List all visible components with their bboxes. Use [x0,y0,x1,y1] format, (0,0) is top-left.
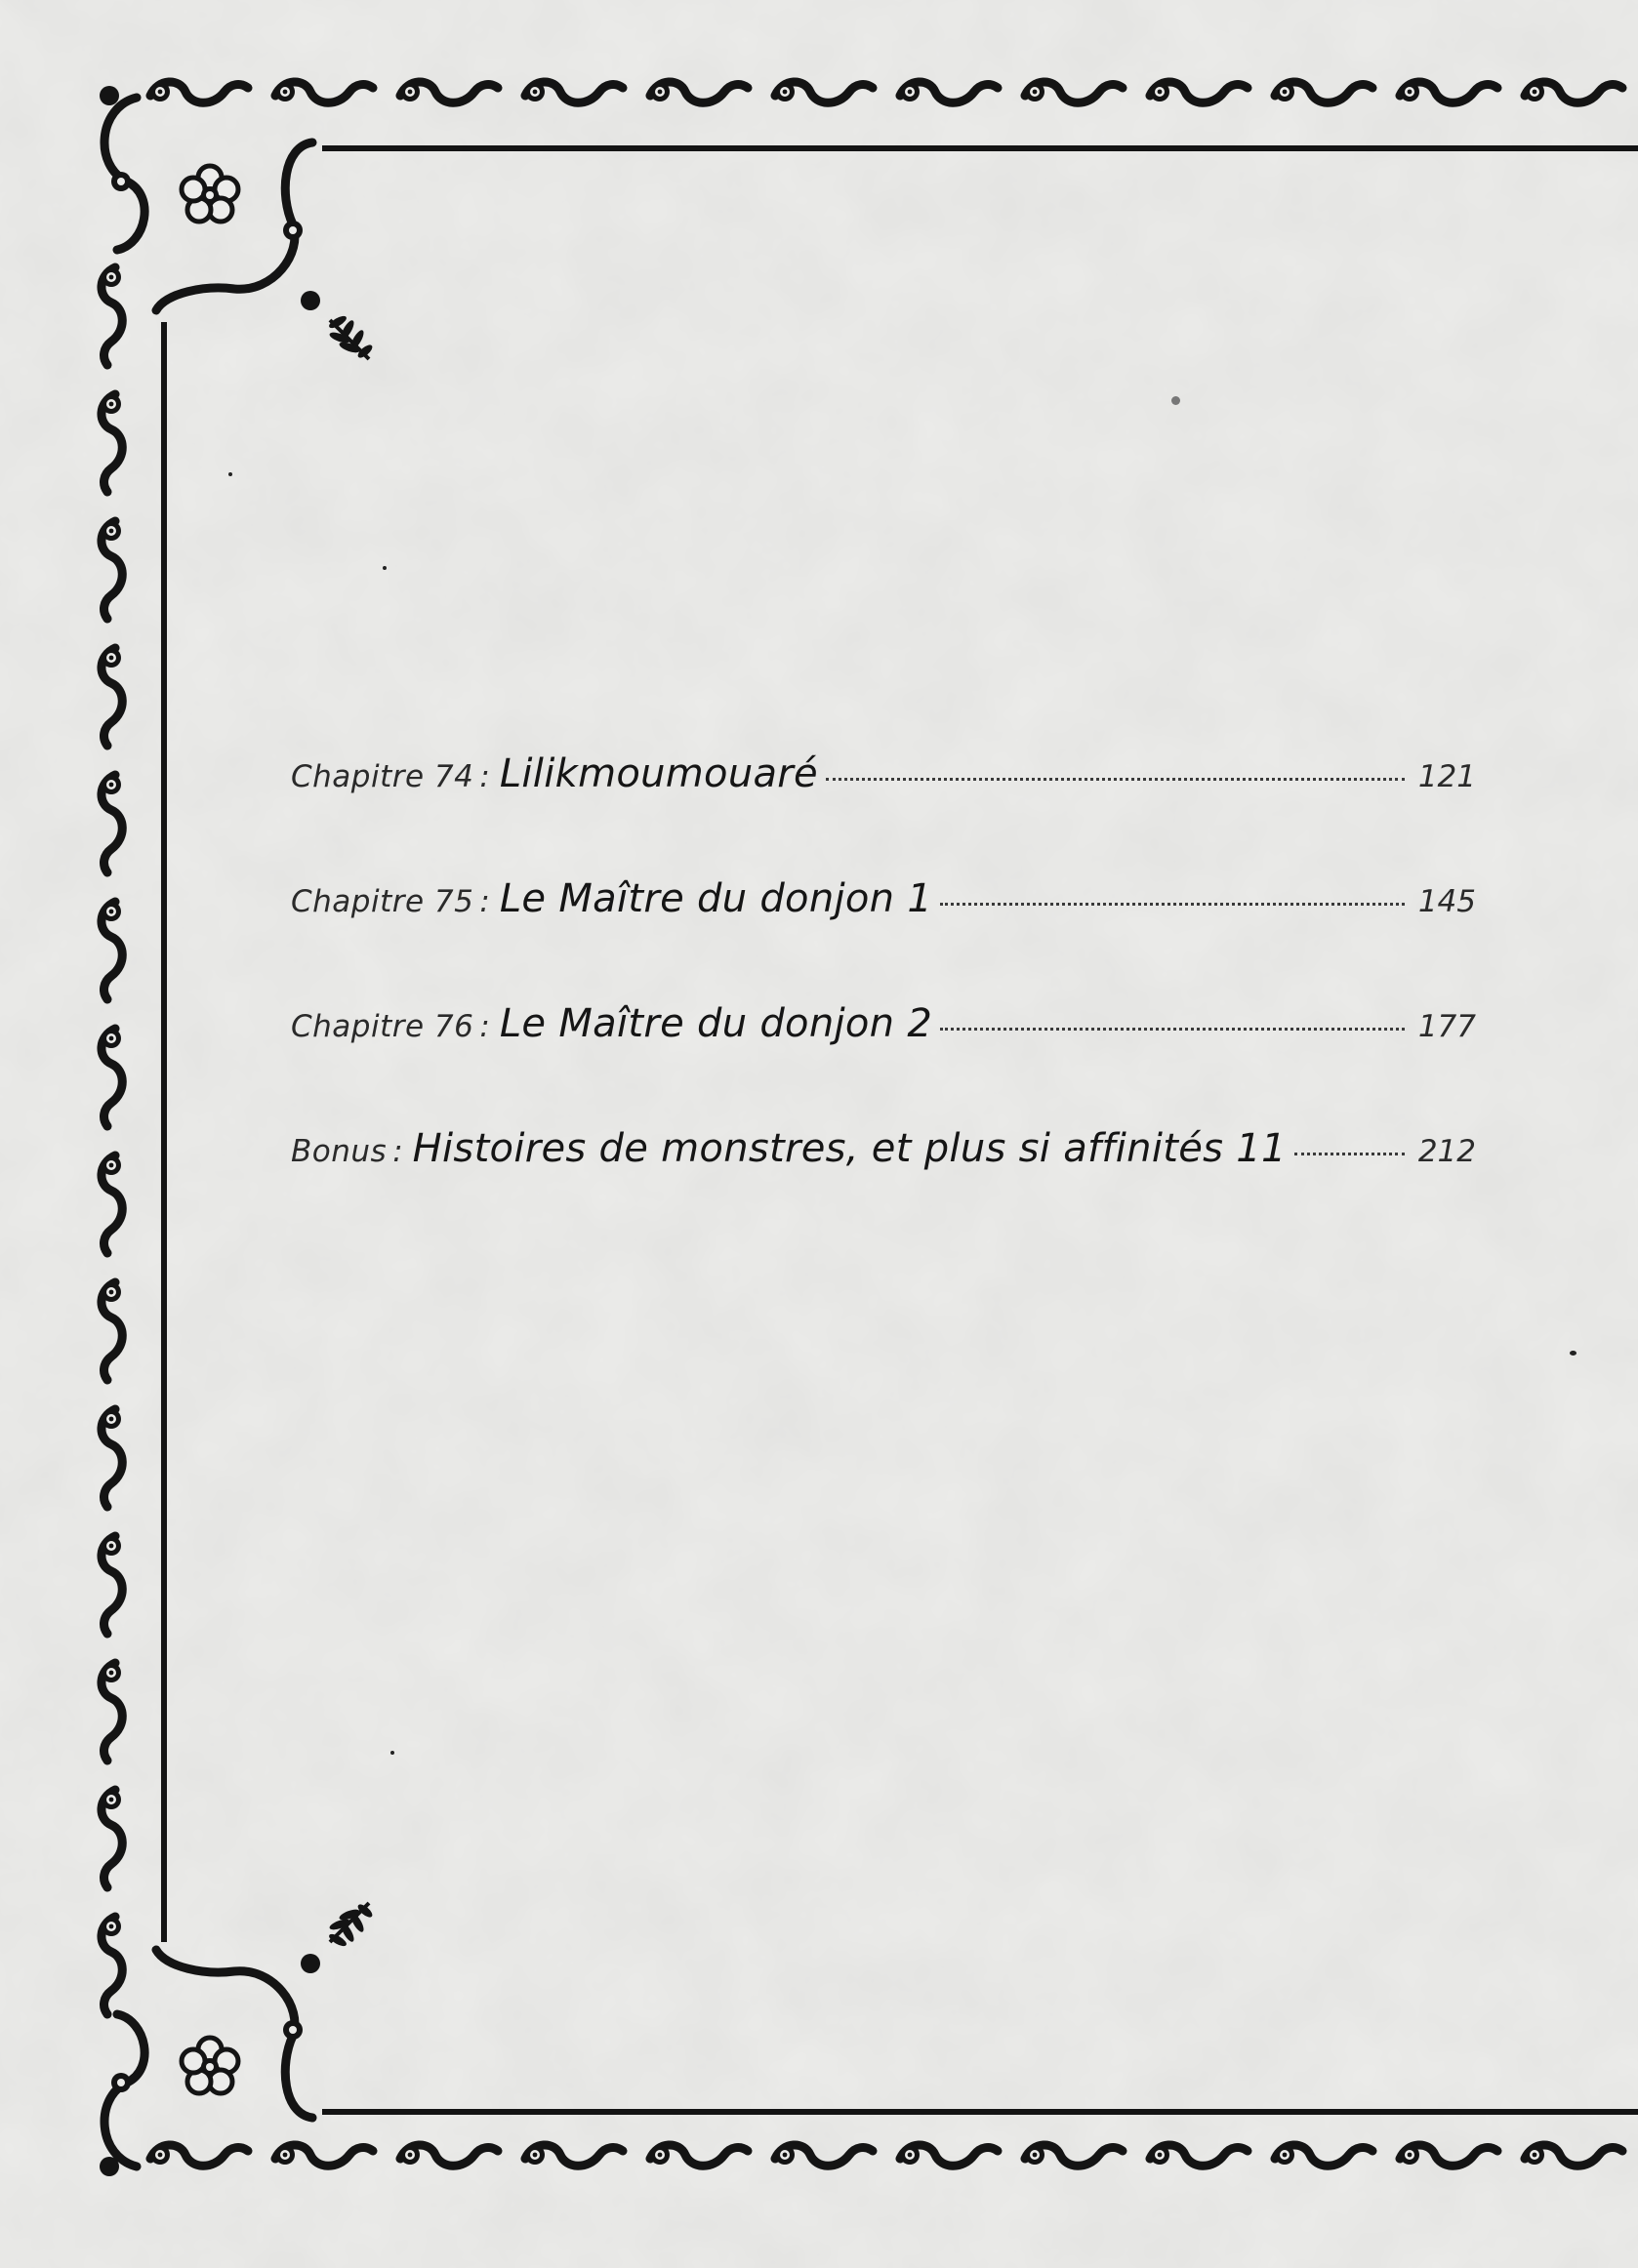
toc-entry-title: Lilikmoumouaré [499,751,818,796]
toc-entry-prefix: Chapitre 74 [291,759,474,794]
flower-icon [182,166,238,222]
toc-dot-leader [826,778,1405,781]
toc-entry-page: 212 [1417,1134,1476,1169]
toc-entry-title: Histoires de monstres, et plus si affinités 11 [412,1126,1287,1171]
ink-speck [383,566,387,570]
ink-speck [1171,396,1180,405]
toc-entry-prefix: Bonus [291,1134,388,1169]
toc-entry-title: Le Maître du donjon 2 [499,1001,933,1046]
toc-dot-leader [940,903,1405,906]
ink-speck [390,1751,394,1755]
toc-entry-separator: : [392,1134,403,1169]
bottom-scroll-row [150,2145,1622,2166]
table-of-contents [291,751,1476,1251]
toc-entry [291,1126,1476,1251]
left-scroll-column [102,267,122,2014]
toc-entry [291,1001,1476,1126]
toc-entry [291,876,1476,1001]
top-scroll-row [150,82,1622,102]
toc-entry-page: 177 [1417,1009,1476,1044]
toc-dot-leader [940,1028,1405,1031]
toc-entry-title: Le Maître du donjon 1 [499,876,933,921]
leaf-sprig-icon [327,314,374,360]
leaf-sprig-icon [327,1902,374,1948]
toc-entry-page: 121 [1417,759,1476,794]
ink-speck [228,472,232,476]
toc-entry-prefix: Chapitre 76 [291,1009,474,1044]
toc-dot-leader [1294,1153,1405,1155]
toc-entry-separator: : [479,1009,490,1044]
ink-speck [1570,1351,1577,1356]
toc-entry [291,751,1476,876]
toc-entry-prefix: Chapitre 75 [291,884,474,919]
toc-entry-separator: : [479,759,490,794]
flower-icon [182,2038,238,2093]
toc-entry-separator: : [479,884,490,919]
toc-entry-page: 145 [1417,884,1476,919]
